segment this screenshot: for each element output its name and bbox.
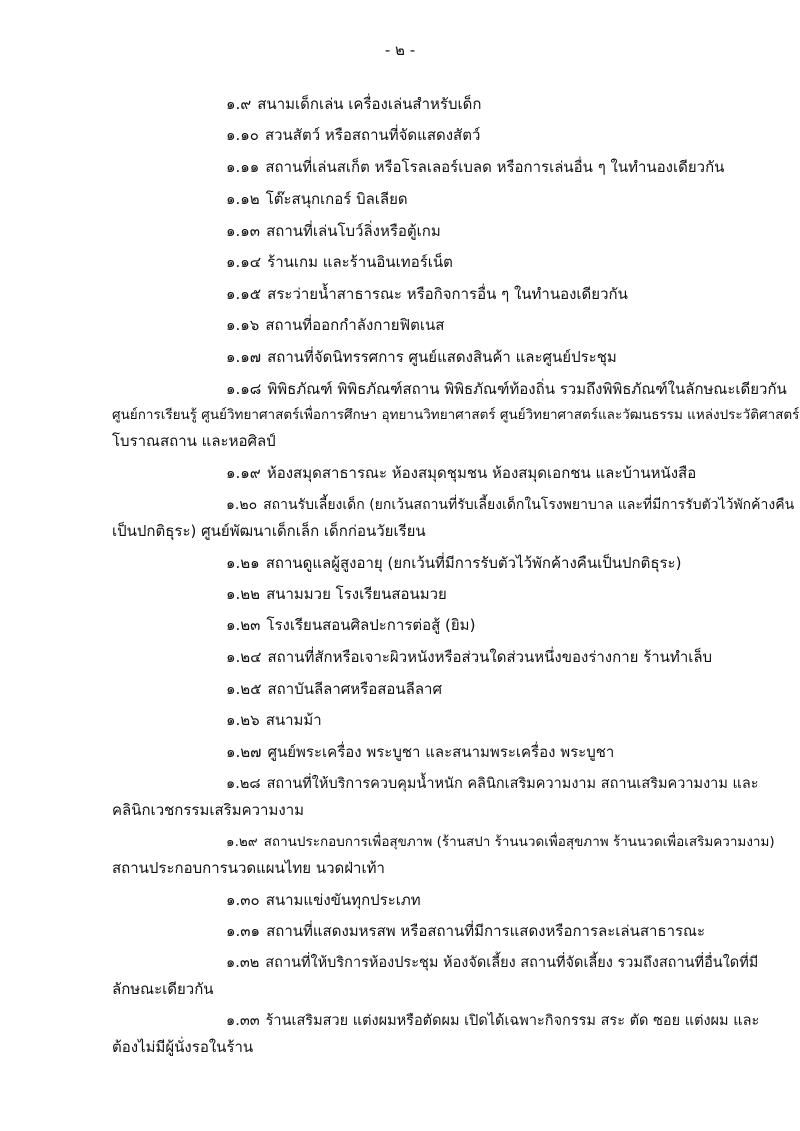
list-item-continuation: ต้องไม่มีผู้นั่งรอในร้าน [112,1038,254,1056]
list-item: ๑.๙ สนามเด็กเล่น เครื่องเล่นสำหรับเด็ก [226,95,482,113]
list-item: ๑.๓๓ ร้านเสริมสวย แต่งผมหรือตัดผม เปิดได้เฉพาะกิจกรรม สระ ตัด ซอย แต่งผม และ [226,1013,760,1029]
list-item-continuation: เป็นปกติธุระ) ศูนย์พัฒนาเด็กเล็ก เด็กก่อนวัยเรียน [112,522,426,540]
list-item-continuation: ลักษณะเดียวกัน [112,980,214,998]
list-item: ๑.๑๒ โต๊ะสนุกเกอร์ บิลเลียด [226,190,408,208]
list-item: ๑.๒๔ สถานที่สักหรือเจาะผิวหนังหรือส่วนใดส่วนหนึ่งของร่างกาย ร้านทำเล็บ [226,648,713,666]
page-number: - ๒ - [384,41,416,59]
list-item: ๑.๒๓ โรงเรียนสอนศิลปะการต่อสู้ (ยิม) [226,616,476,634]
list-item: ๑.๑๐ สวนสัตว์ หรือสถานที่จัดแสดงสัตว์ [226,126,481,144]
list-item: ๑.๒๖ สนามม้า [226,711,322,729]
list-item: ๑.๑๙ ห้องสมุดสาธารณะ ห้องสมุดชุมชน ห้องสมุดเอกชน และบ้านหนังสือ [226,464,697,482]
list-item-continuation: คลินิกเวชกรรมเสริมความงาม [112,801,305,819]
list-item: ๑.๑๘ พิพิธภัณฑ์ พิพิธภัณฑ์สถาน พิพิธภัณฑ์ท้องถิ่น รวมถึงพิพิธภัณฑ์ในลักษณะเดียวกัน [226,380,787,398]
list-item: ๑.๒๕ สถาบันลีลาศหรือสอนลีลาศ [226,680,442,698]
list-item: ๑.๒๑ สถานดูแลผู้สูงอายุ (ยกเว้นที่มีการรับตัวไว้พักค้างคืนเป็นปกติธุระ) [226,554,682,572]
list-item: ๑.๒๙ สถานประกอบการเพื่อสุขภาพ (ร้านสปา ร้านนวดเพื่อสุขภาพ ร้านนวดเพื่อเสริมความงาม) [226,834,775,850]
list-item: ๑.๒๘ สถานที่ให้บริการควบคุมน้ำหนัก คลินิกเสริมความงาม สถานเสริมความงาม และ [226,776,759,792]
list-item-continuation: โบราณสถาน และหอศิลป์ [112,432,276,450]
list-item: ๑.๑๑ สถานที่เล่นสเก็ต หรือโรลเลอร์เบลด หรือการเล่นอื่น ๆ ในทำนองเดียวกัน [226,158,725,176]
list-item: ๑.๑๖ สถานที่ออกกำลังกายฟิตเนส [226,316,445,334]
list-item-continuation: สถานประกอบการนวดแผนไทย นวดฝ่าเท้า [112,859,385,877]
list-item: ๑.๒๗ ศูนย์พระเครื่อง พระบูชา และสนามพระเครื่อง พระบูชา [226,743,615,761]
list-item: ๑.๑๗ สถานที่จัดนิทรรศการ ศูนย์แสดงสินค้า และศูนย์ประชุม [226,348,617,366]
list-item: ๑.๓๑ สถานที่แสดงมหรสพ หรือสถานที่มีการแสดงหรือการละเล่นสาธารณะ [226,922,706,940]
list-item: ๑.๓๐ สนามแข่งขันทุกประเภท [226,891,421,909]
list-item: ๑.๓๒ สถานที่ให้บริการห้องประชุม ห้องจัดเลี้ยง สถานที่จัดเลี้ยง รวมถึงสถานที่อื่นใดที่มี [226,955,759,971]
list-item: ๑.๒๒ สนามมวย โรงเรียนสอนมวย [226,585,447,603]
list-item: ๑.๑๓ สถานที่เล่นโบว์ลิ่งหรือตู้เกม [226,222,441,240]
list-item: ๑.๑๔ ร้านเกม และร้านอินเทอร์เน็ต [226,253,453,271]
list-item: ๑.๑๕ สระว่ายน้ำสาธารณะ หรือกิจการอื่น ๆ ในทำนองเดียวกัน [226,285,628,303]
list-item-continuation: ศูนย์การเรียนรู้ ศูนย์วิทยาศาสตร์เพื่อการศึกษา อุทยานวิทยาศาสตร์ ศูนย์วิทยาศาสตร์และวัฒนธรรม แหล่งประวัติศาสตร์ [112,407,800,423]
list-item: ๑.๒๐ สถานรับเลี้ยงเด็ก (ยกเว้นสถานที่รับเลี้ยงเด็กในโรงพยาบาล และที่มีการรับตัวไว้พักค้างคืน [226,497,795,513]
